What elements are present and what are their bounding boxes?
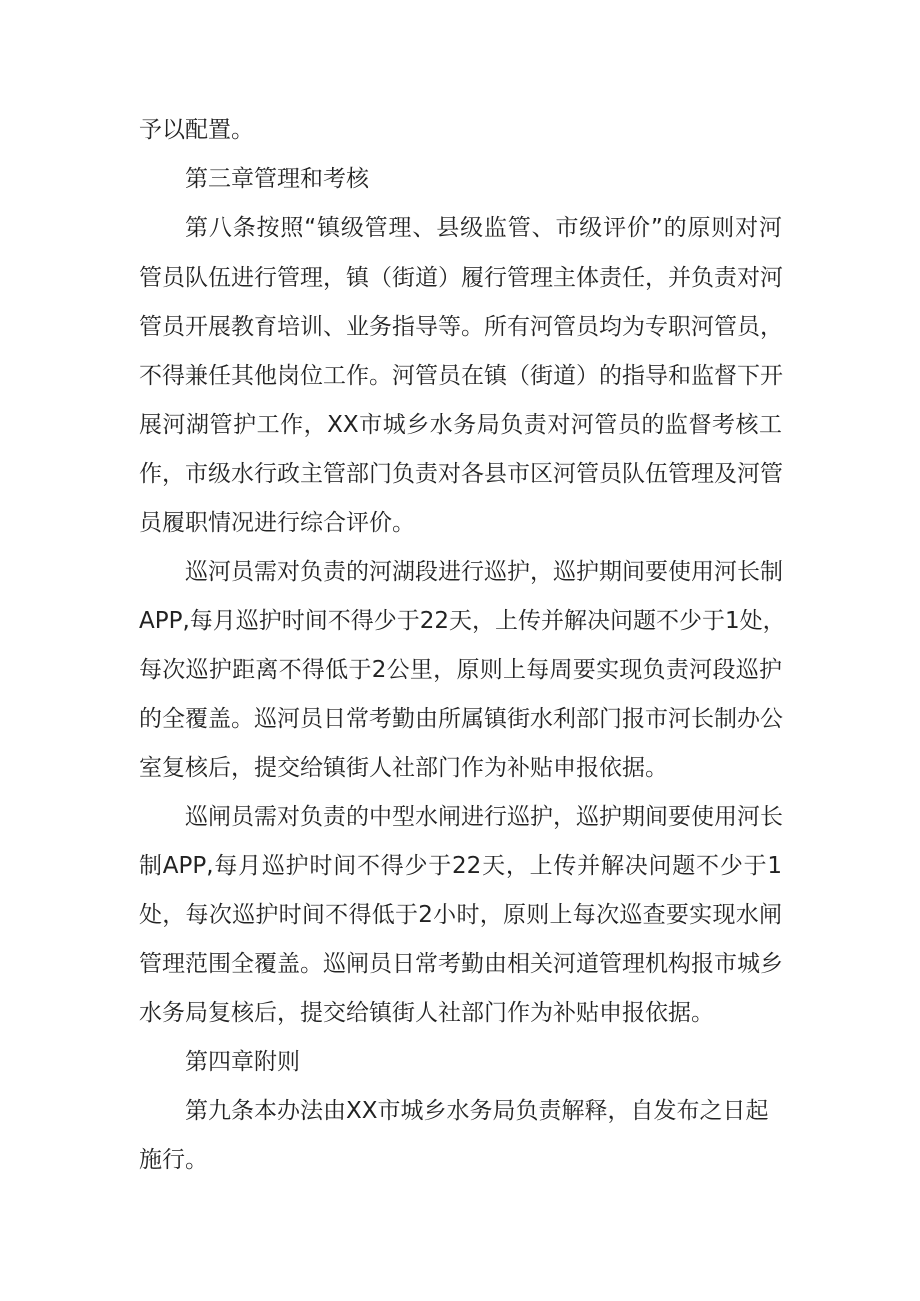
- chapter-4-heading: 第四章附则: [185, 1049, 300, 1075]
- paragraph-line: 制APP,每月巡护时间不得少于22天，上传并解决问题不少于1: [139, 853, 782, 879]
- paragraph-line: 不得兼任其他岗位工作。河管员在镇（街道）的指导和监督下开: [139, 363, 783, 389]
- paragraph-line: APP,每月巡护时间不得少于22天，上传并解决问题不少于1处，: [139, 608, 786, 634]
- paragraph-line: 管员开展教育培训、业务指导等。所有河管员均为专职河管员，: [139, 314, 783, 340]
- paragraph-line: 每次巡护距离不得低于2公里，原则上每周要实现负责河段巡护: [139, 657, 782, 683]
- paragraph-line: 管员队伍进行管理，镇（街道）履行管理主体责任，并负责对河: [139, 265, 783, 291]
- paragraph-line: 水务局复核后，提交给镇街人社部门作为补贴申报依据。: [139, 1000, 714, 1026]
- paragraph-line: 管理范围全覆盖。巡闸员日常考勤由相关河道管理机构报市城乡: [139, 951, 783, 977]
- paragraph-line: 展河湖管护工作，XX市城乡水务局负责对河管员的监督考核工: [139, 412, 782, 438]
- paragraph-line: 第九条本办法由XX市城乡水务局负责解释，自发布之日起: [185, 1098, 769, 1124]
- paragraph-line: 第八条按照“镇级管理、县级监管、市级评价”的原则对河: [185, 215, 782, 241]
- paragraph-line: 处，每次巡护时间不得低于2小时，原则上每次巡查要实现水闸: [139, 902, 782, 928]
- paragraph-line: 室复核后，提交给镇街人社部门作为补贴申报依据。: [139, 755, 668, 781]
- continuation-text: 予以配置。: [139, 117, 254, 143]
- paragraph-line: 巡闸员需对负责的中型水闸进行巡护，巡护期间要使用河长: [185, 804, 783, 830]
- paragraph-line: 施行。: [139, 1147, 208, 1173]
- paragraph-line: 的全覆盖。巡河员日常考勤由所属镇街水利部门报市河长制办公: [139, 706, 783, 732]
- paragraph-line: 员履职情况进行综合评价。: [139, 510, 415, 536]
- paragraph-line: 作，市级水行政主管部门负责对各县市区河管员队伍管理及河管: [139, 461, 783, 487]
- paragraph-line: 巡河员需对负责的河湖段进行巡护，巡护期间要使用河长制: [185, 559, 783, 585]
- chapter-3-heading: 第三章管理和考核: [185, 166, 369, 192]
